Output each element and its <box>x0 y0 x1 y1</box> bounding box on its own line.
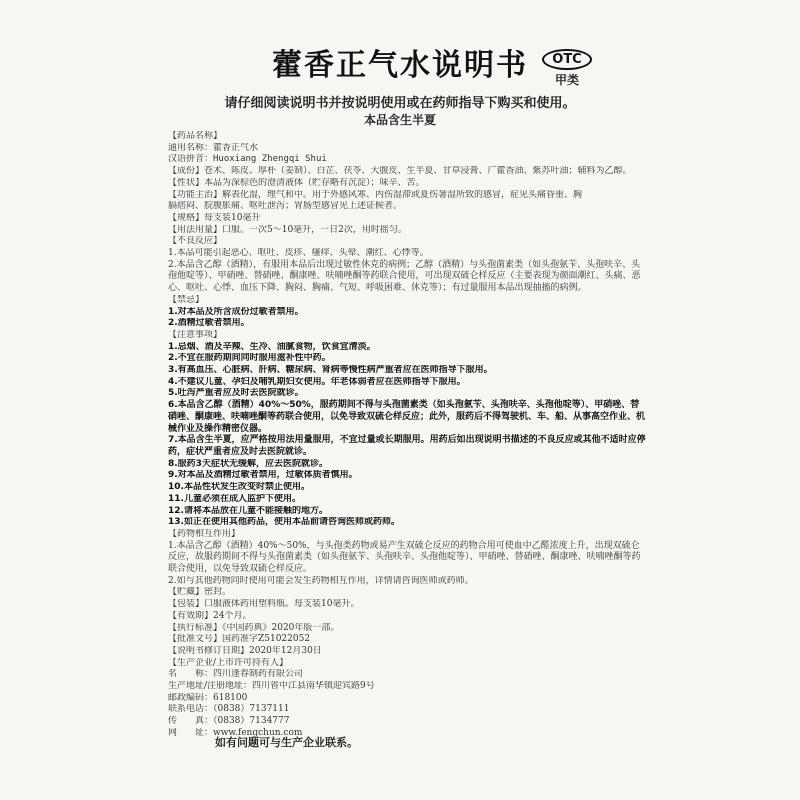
properties: 【性状】本品为深棕色的澄清液体（贮存略有沉淀）；味辛、苦。 <box>168 177 425 188</box>
otc-badge: OTC <box>542 49 591 70</box>
drug-name-heading: 【药品名称】 <box>168 131 223 141</box>
manufacturer-address: 生产地址/注册地址：四川省中江县南华镇迎宾路9号 <box>168 681 375 692</box>
storage: 【贮藏】密封。 <box>168 587 232 598</box>
precaution-item-3: 3.有高血压、心脏病、肝病、糖尿病、肾病等慢性病严重者应在医师指导下服用。 <box>168 365 493 376</box>
contraindications-heading: 【禁忌】 <box>168 294 205 305</box>
manufacturer-postcode: 邮政编码：618100 <box>168 692 248 703</box>
manufacturer-phone: 联系电话：（0838）7137111 <box>168 704 290 715</box>
standard: 【执行标准】《中国药典》2020年版一部。 <box>168 622 340 633</box>
interaction-item-1: 1.本品含乙醇（酒精）40%～50%，与头孢类药物或易产生双硫仑反应的药物合用可使血中乙醛浓度上升，出现双硫仑反应，故服药期间不得与头孢菌素类（如头孢氨苄、头孢呋辛、头孢他啶等）、甲硝唑、替硝唑、酮康唑、呋喃唑酮等药联合使用，以免导致双硫仑样反应。 <box>168 540 641 575</box>
title-block <box>0 40 800 84</box>
precaution-item-11: 11.儿童必须在成人监护下使用。 <box>168 493 301 504</box>
interaction-item-2: 2.如与其他药物同时使用可能会发生药物相互作用，详情请咨询医师或药师。 <box>168 575 474 586</box>
package: 【包装】口服液体药用塑料瓶。每支装10毫升。 <box>168 599 360 610</box>
contains-notice: 本品含生半夏 <box>363 113 436 127</box>
indications-line-2: 膈痞闷、脘腹胀痛、呕吐泄泻；胃肠型感冒见上述证候者。 <box>168 201 403 212</box>
precaution-item-5: 5.吐泻严重者应及时去医院就诊。 <box>168 388 304 399</box>
manufacturer-heading: 【生产企业/上市许可持有人】 <box>168 657 289 668</box>
precaution-item-7: 7.本品含生半夏，应严格按用法用量服用，不宜过量或长期服用。用药后如出现说明书描述的不良反应或其他不适时应停药，症状严重者应及时去医院就诊。 <box>168 435 646 457</box>
adverse-item-1: 1.本品可能引起恶心、呕吐、皮疹、瘙痒、头晕、潮红、心悸等。 <box>168 248 429 259</box>
indications-line-1: 【功能主治】解表化湿，理气和中。用于外感风寒、内伤湿滞或夏伤暑湿所致的感冒，症见头痛昏重、胸 <box>168 189 583 200</box>
precautions-heading: 【注意事项】 <box>168 329 223 340</box>
ingredients: 【成份】苍术、陈皮、厚朴（姜制）、白芷、茯苓、大腹皮、生半夏、甘草浸膏、广藿香油、紫苏叶油；辅料为乙醇。 <box>168 166 632 177</box>
contraindication-item-1: 1.对本品及所含成份过敏者禁用。 <box>168 306 304 317</box>
pinyin-name: 汉语拼音：Huoxiang Zhengqi Shui <box>168 154 327 165</box>
validity: 【有效期】24个月。 <box>168 610 252 621</box>
manufacturer-name: 名 称：四川逢春制药有限公司 <box>168 669 304 680</box>
precaution-item-10: 10.本品性状发生改变时禁止使用。 <box>168 482 310 493</box>
otc-class-label: 甲类 <box>554 73 579 87</box>
contraindication-item-2: 2.酒精过敏者禁用。 <box>168 318 250 329</box>
manufacturer-website: 网 址：www.fengchun.com <box>168 727 303 738</box>
precaution-item-9: 9.对本品及酒精过敏者禁用，过敏体质者慎用。 <box>168 470 358 481</box>
specification: 【规格】每支装10毫升 <box>168 212 261 223</box>
revision-date: 【说明书修订日期】2020年12月30日 <box>168 645 322 656</box>
adverse-item-2: 2.本品含乙醇（酒精），有服用本品后出现过敏性休克的病例；乙醇（酒精）与头孢菌素类（如头孢氨苄、头孢呋辛、头孢他啶等）、甲硝唑、替硝唑、酮康唑、呋喃唑酮等药联合使用，可出现双硫仑样反应（主要表现为颜面潮红、头痛、恶心、呕吐、心悸、血压下降、胸闷、胸痛、气短、呼吸困难、休克等）；有过量服用本品出现抽搐的病例。 <box>168 259 641 294</box>
precaution-item-2: 2.不宜在服药期间同时服用滋补性中药。 <box>168 353 331 364</box>
approval-number: 【批准文号】国药准字Z51022052 <box>168 634 311 645</box>
precaution-item-6: 6.本品含乙醇（酒精）40%～50%，服药期间不得与头孢菌素类（如头孢氨苄、头孢呋辛、头孢他啶等）、甲硝唑、替硝唑、酮康唑、呋喃唑酮等药联合使用，以免导致双硫仑样反应；此外，服药后不得驾驶机、车、船、从事高空作业、机械作业及操作精密仪器。 <box>168 400 646 434</box>
interactions-heading: 【药物相互作用】 <box>168 528 241 539</box>
precaution-item-8: 8.服药3天症状无缓解，应去医院就诊。 <box>168 458 328 469</box>
usage-notice: 请仔细阅读说明书并按说明使用或在药师指导下购买和使用。 <box>224 96 576 111</box>
otc-mark <box>537 48 597 88</box>
adverse-heading: 【不良反应】 <box>168 236 223 247</box>
common-name: 通用名称：藿香正气水 <box>168 142 259 153</box>
precaution-item-1: 1.忌烟、酒及辛辣、生冷、油腻食物，饮食宜清淡。 <box>168 341 376 352</box>
precaution-item-13: 13.如正在使用其他药品，使用本品前请咨询医师或药师。 <box>168 517 400 528</box>
dosage: 【用法用量】口服。一次5～10毫升，一日2次，用时摇匀。 <box>168 224 407 235</box>
manufacturer-fax: 传 真：（0838）7134777 <box>168 716 290 727</box>
document-title: 藿香正气水说明书 <box>272 48 528 83</box>
precaution-item-12: 12.请将本品放在儿童不能接触的地方。 <box>168 505 328 516</box>
leaflet-body <box>168 130 646 740</box>
precaution-item-4: 4.不建议儿童、孕妇及哺乳期妇女使用。年老体弱者应在医师指导下服用。 <box>168 376 466 387</box>
contact-footer: 如有问题可与生产企业联系。 <box>215 736 358 749</box>
